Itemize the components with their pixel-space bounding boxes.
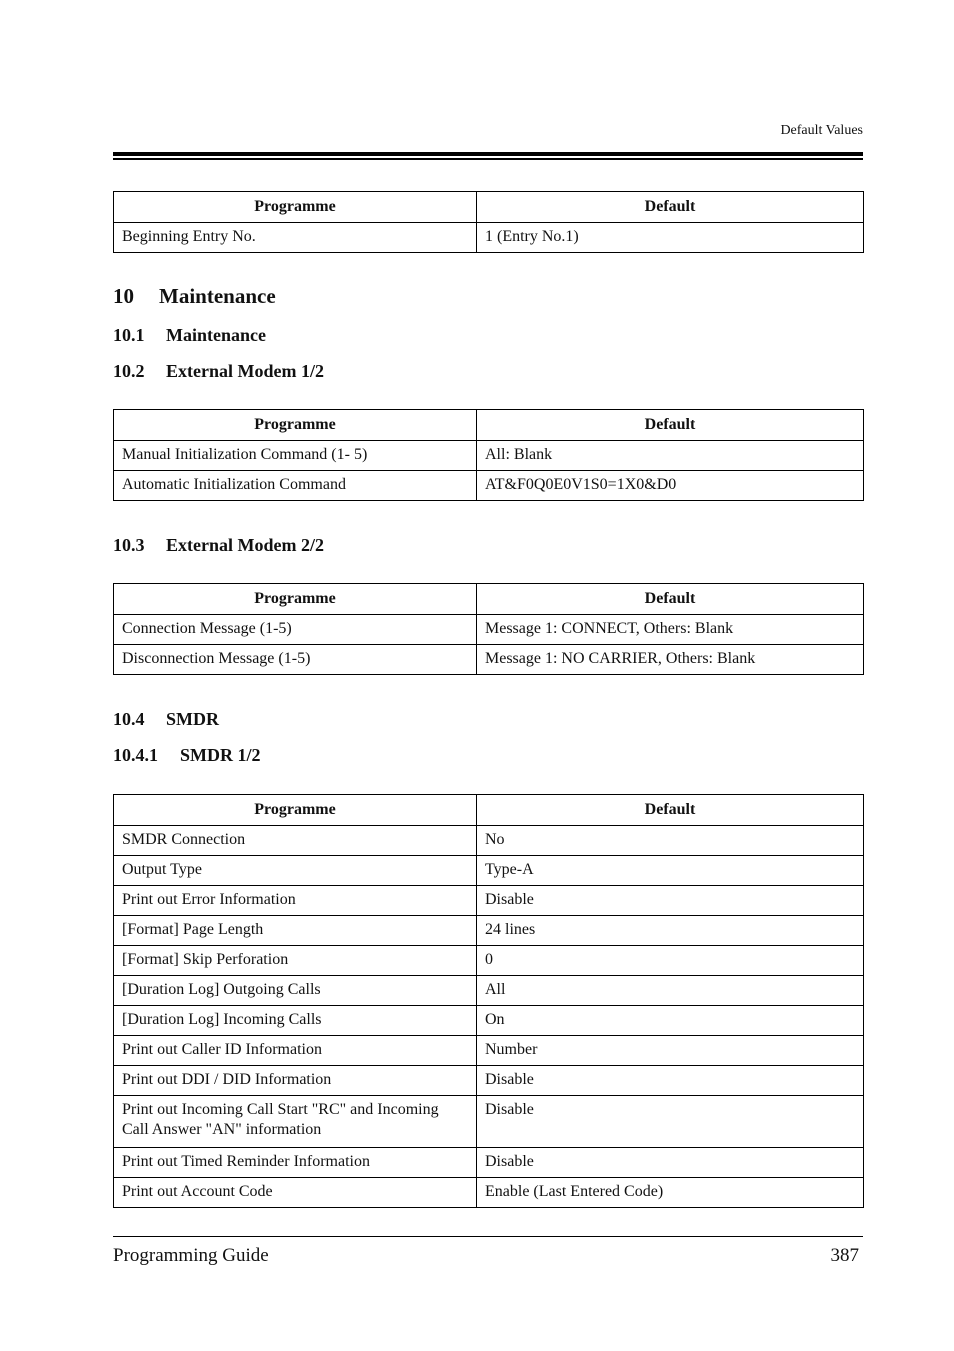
section-title: SMDR [166,709,219,729]
table-row [114,1096,864,1148]
default-cell: Disable [477,886,864,916]
table-row [114,1006,864,1036]
external-modem-1-table [113,409,864,501]
table-row [114,826,864,856]
column-header-default: Default [477,192,864,223]
page-number: 387 [830,1245,859,1266]
default-cell: Enable (Last Entered Code) [477,1178,864,1208]
default-cell: On [477,1006,864,1036]
section-heading-10-4 [113,709,219,730]
running-header: Default Values [780,123,863,138]
table-row [114,1036,864,1066]
programme-cell: [Duration Log] Incoming Calls [114,1006,477,1036]
programme-cell: Manual Initialization Command (1- 5) [114,441,477,471]
default-cell: Disable [477,1066,864,1096]
table-row [114,223,864,253]
table-row [114,1178,864,1208]
table-row [114,471,864,501]
default-cell: Message 1: CONNECT, Others: Blank [477,615,864,645]
default-cell: All [477,976,864,1006]
section-title: External Modem 1/2 [166,361,324,381]
programme-cell: Print out Timed Reminder Information [114,1148,477,1178]
footer-rule [113,1236,863,1237]
footer-guide-title: Programming Guide [113,1245,269,1266]
default-cell: 24 lines [477,916,864,946]
programme-cell: Disconnection Message (1-5) [114,645,477,675]
programme-cell: Output Type [114,856,477,886]
default-cell: No [477,826,864,856]
default-cell: Number [477,1036,864,1066]
programme-cell: Print out Incoming Call Start "RC" and Incoming Call Answer "AN" information [114,1096,477,1148]
table-row [114,976,864,1006]
default-cell: Disable [477,1148,864,1178]
table-row [114,1148,864,1178]
header-rule-thick [113,152,863,156]
table-row [114,946,864,976]
column-header-programme: Programme [114,795,477,826]
table-row [114,856,864,886]
default-cell: Type-A [477,856,864,886]
programme-cell: [Duration Log] Outgoing Calls [114,976,477,1006]
smdr-table [113,794,864,1208]
programme-cell: Automatic Initialization Command [114,471,477,501]
table-row [114,645,864,675]
default-cell: Message 1: NO CARRIER, Others: Blank [477,645,864,675]
programme-cell: SMDR Connection [114,826,477,856]
table-row [114,441,864,471]
table-row [114,916,864,946]
section-title: Maintenance [159,284,276,308]
section-heading-10 [113,284,276,309]
section-heading-10-4-1 [113,745,261,766]
programme-cell: Print out Error Information [114,886,477,916]
section-title: External Modem 2/2 [166,535,324,555]
programme-cell: Beginning Entry No. [114,223,477,253]
beginning-entry-table [113,191,864,253]
section-heading-10-3 [113,535,324,556]
table-row [114,615,864,645]
external-modem-2-table [113,583,864,675]
table-row [114,1066,864,1096]
programme-cell: Print out Caller ID Information [114,1036,477,1066]
programme-cell: Connection Message (1-5) [114,615,477,645]
column-header-programme: Programme [114,410,477,441]
programme-cell: [Format] Skip Perforation [114,946,477,976]
section-title: Maintenance [166,325,266,345]
default-cell: 1 (Entry No.1) [477,223,864,253]
default-cell: 0 [477,946,864,976]
section-heading-10-1 [113,325,266,346]
section-number: 10.3 [113,535,145,555]
section-number: 10.4 [113,709,145,729]
section-number: 10.1 [113,325,145,345]
section-number: 10 [113,284,134,308]
column-header-programme: Programme [114,584,477,615]
column-header-default: Default [477,410,864,441]
column-header-default: Default [477,795,864,826]
default-cell: Disable [477,1096,864,1148]
section-title: SMDR 1/2 [180,745,261,765]
table-row [114,886,864,916]
default-cell: AT&F0Q0E0V1S0=1X0&D0 [477,471,864,501]
column-header-programme: Programme [114,192,477,223]
section-number: 10.2 [113,361,145,381]
header-rule-thin [113,158,863,160]
default-cell: All: Blank [477,441,864,471]
programme-cell: Print out Account Code [114,1178,477,1208]
programme-cell: [Format] Page Length [114,916,477,946]
section-number: 10.4.1 [113,745,158,765]
column-header-default: Default [477,584,864,615]
programme-cell: Print out DDI / DID Information [114,1066,477,1096]
section-heading-10-2 [113,361,324,382]
